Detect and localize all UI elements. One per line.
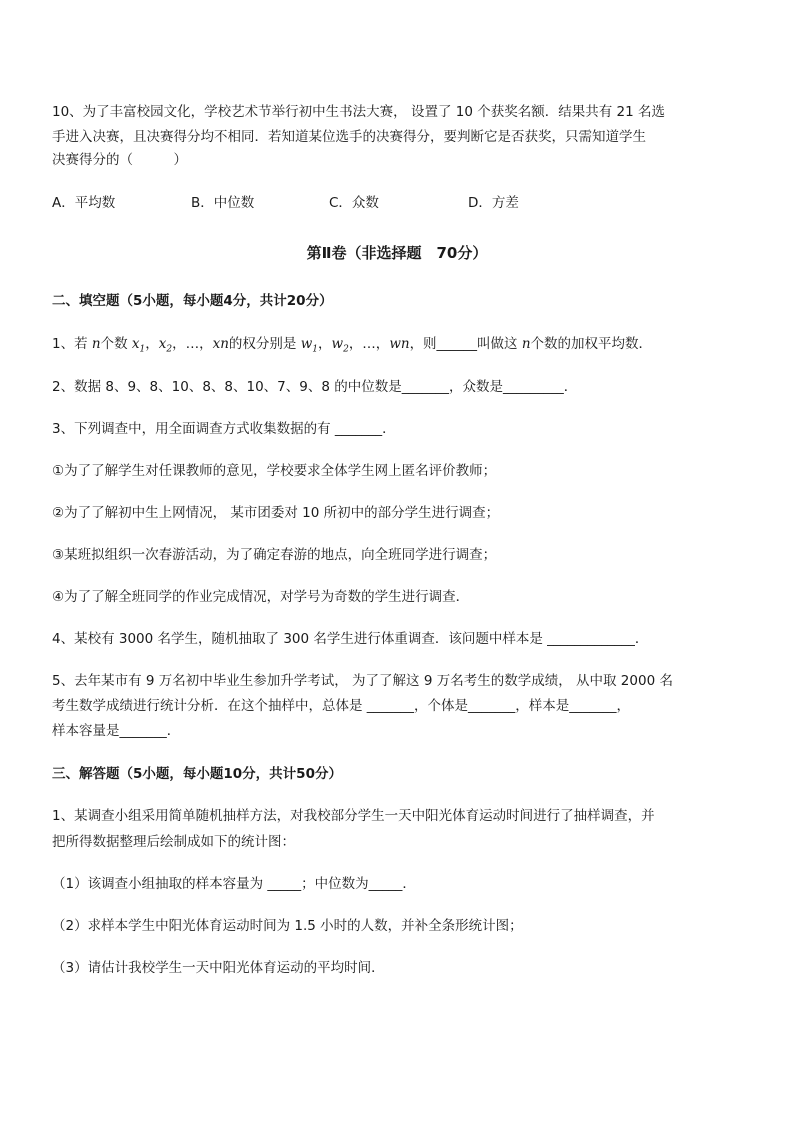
q10-line-3: 决赛得分的（ ） (52, 152, 187, 168)
fill-q5-line-2: 考生数学成绩进行统计分析．在这个抽样中，总体是 _______，个体是_______，样本是_______， (52, 698, 631, 714)
fill-q5-line-3: 样本容量是_______． (52, 723, 181, 739)
option-c: C．众数 (329, 195, 379, 211)
fill-q3-item-4: ④为了了解全班同学的作业完成情况，对学号为奇数的学生进行调查． (52, 589, 470, 605)
answer-q1-sub-3: （3）请估计我校学生一天中阳光体育运动的平均时间． (52, 960, 385, 976)
fill-section-heading: 二、填空题（5小题，每小题4分，共计20分） (52, 293, 333, 309)
answer-q1-line-1: 1、某调查小组采用简单随机抽样方法，对我校部分学生一天中阳光体育运动时间进行了抽样调查，并 (52, 808, 655, 824)
fill-q3-item-1: ①为了了解学生对任课教师的意见，学校要求全体学生网上匿名评价教师； (52, 463, 497, 479)
answer-q1-sub-2: （2）求样本学生中阳光体育运动时间为 1.5 小时的人数，并补全条形统计图； (52, 918, 523, 934)
fill-q3-item-3: ③某班拟组织一次春游活动，为了确定春游的地点，向全班同学进行调查； (52, 547, 497, 563)
option-d: D．方差 (468, 195, 519, 211)
q10-line-1: 10、为了丰富校园文化，学校艺术节举行初中生书法大赛， 设置了 10 个获奖名额．结果共有 21 名选 (52, 104, 665, 120)
part2-title: 第Ⅱ卷（非选择题 70分） (306, 244, 488, 262)
option-b: B．中位数 (191, 195, 255, 211)
answer-q1-sub-1: （1）该调查小组抽取的样本容量为 _____；中位数为_____． (52, 876, 416, 892)
fill-q4: 4、某校有 3000 名学生，随机抽取了 300 名学生进行体重调查．该问题中样本是 _____________． (52, 631, 649, 647)
q10-line-2: 手进入决赛，且决赛得分均不相同．若知道某位选手的决赛得分，要判断它是否获奖，只需知道学生 (52, 129, 646, 145)
option-a: A．平均数 (52, 195, 116, 211)
fill-q5-line-1: 5、去年某市有 9 万名初中毕业生参加升学考试， 为了了解这 9 万名考生的数学成绩， 从中取 2000 名 (52, 673, 673, 689)
answer-section-heading: 三、解答题（5小题，每小题10分，共计50分） (52, 766, 342, 782)
fill-q3-item-2: ②为了了解初中生上网情况， 某市团委对 10 所初中的部分学生进行调查； (52, 505, 500, 521)
answer-q1-line-2: 把所得数据整理后绘制成如下的统计图： (52, 834, 295, 850)
fill-q2: 2、数据 8、9、8、10、8、8、10、7、9、8 的中位数是_______，众数是_________． (52, 379, 578, 395)
fill-q1: 1、若 n个数 $x_1$，$x_2$，…，xn的权分别是 $w_1$，$w_2$，…，wn，则______叫做这 n个数的加权平均数． (52, 336, 653, 355)
fill-q3: 3、下列调查中，用全面调查方式收集数据的有 _______． (52, 421, 396, 437)
